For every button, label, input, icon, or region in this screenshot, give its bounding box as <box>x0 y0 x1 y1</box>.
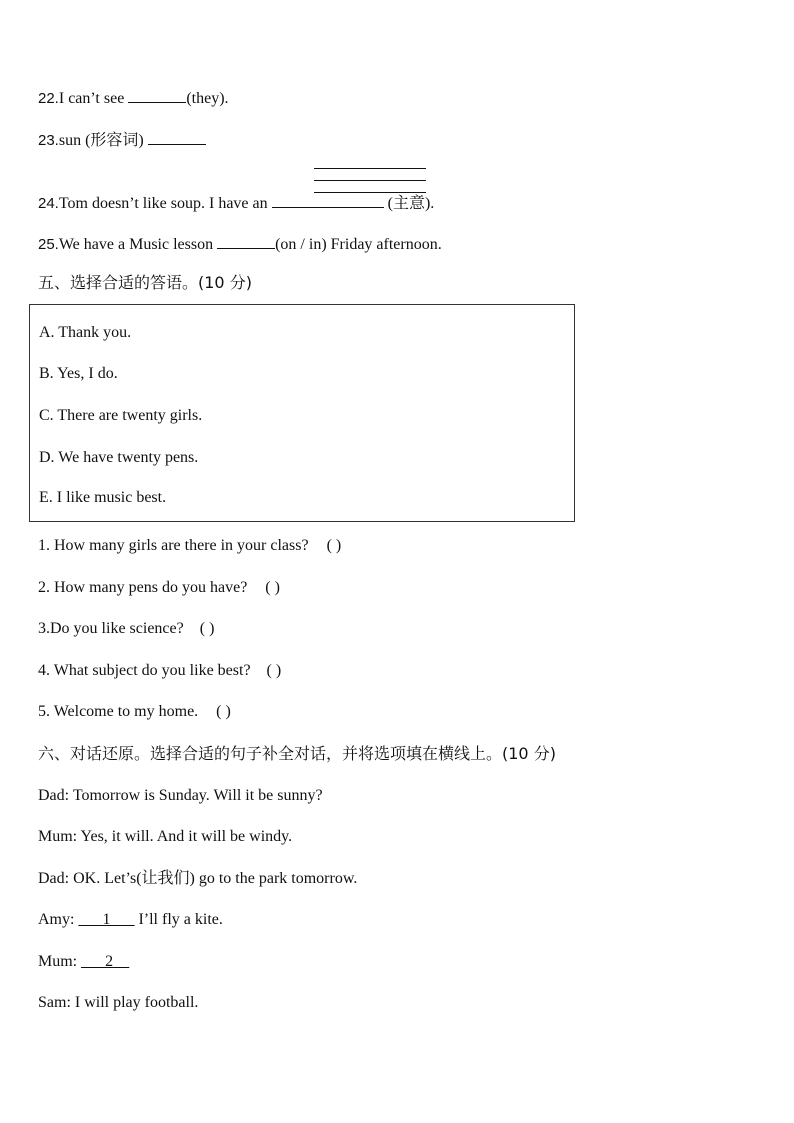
question-hint: (they). <box>186 90 229 107</box>
writing-line <box>314 168 426 169</box>
question-hint: (主意). <box>383 195 435 212</box>
answer-blank[interactable] <box>148 129 206 145</box>
question-text: I can’t see <box>58 90 129 107</box>
match-question-2 <box>38 578 280 598</box>
dialogue-line-sam: Sam: I will play football. <box>38 994 199 1011</box>
question-number: 23. <box>38 132 59 149</box>
question-number: 25. <box>38 236 59 253</box>
answer-parentheses[interactable]: ( ) <box>266 662 282 679</box>
option-e: E. I like music best. <box>39 489 167 506</box>
answer-options-box <box>29 304 575 522</box>
answer-blank-1[interactable]: ___1___ <box>78 911 135 928</box>
answer-blank[interactable] <box>128 87 186 103</box>
answer-blank[interactable] <box>272 192 384 208</box>
match-question-1 <box>38 536 341 556</box>
dialogue-line-amy <box>38 910 223 930</box>
question-text: We have a Music lesson <box>58 236 218 253</box>
writing-line <box>314 180 426 181</box>
match-question-4 <box>38 661 281 681</box>
question-text: 3.Do you like science? <box>38 620 184 637</box>
question-number: 24. <box>38 195 59 212</box>
dialogue-line-mum-1: Mum: Yes, it will. And it will be windy. <box>38 828 293 845</box>
answer-parentheses[interactable]: ( ) <box>199 620 215 637</box>
dialogue-line-dad-1: Dad: Tomorrow is Sunday. Will it be sunny? <box>38 787 323 804</box>
question-text: 4. What subject do you like best? <box>38 662 251 679</box>
question-text: Tom doesn’t like soup. I have an <box>58 195 272 212</box>
match-question-5 <box>38 702 231 722</box>
question-text: sun (形容词) <box>58 132 148 149</box>
section-5-title: 五、选择合适的答语。(10 分) <box>38 273 252 292</box>
speaker-label: Amy: <box>38 911 79 928</box>
answer-blank-2[interactable]: ___2__ <box>81 953 130 970</box>
section-6-title: 六、对话还原。选择合适的句子补全对话，并将选项填在横线上。(10 分) <box>38 744 556 763</box>
answer-blank[interactable] <box>217 233 275 249</box>
question-25 <box>38 233 442 255</box>
option-d: D. We have twenty pens. <box>39 449 199 466</box>
dialogue-line-mum-2 <box>38 952 129 972</box>
question-22 <box>38 87 229 109</box>
question-hint: (on / in) Friday afternoon. <box>275 236 442 253</box>
question-number: 22. <box>38 90 59 107</box>
question-text: 2. How many pens do you have? <box>38 579 248 596</box>
speaker-label: Mum: <box>38 953 82 970</box>
dialogue-line-dad-2: Dad: OK. Let’s(让我们) go to the park tomorrow. <box>38 870 358 887</box>
answer-parentheses[interactable]: ( ) <box>216 703 231 720</box>
question-text: 1. How many girls are there in your class? <box>38 537 309 554</box>
option-b: B. Yes, I do. <box>39 365 118 382</box>
question-text: 5. Welcome to my home. <box>38 703 199 720</box>
question-24 <box>38 192 434 214</box>
match-question-3 <box>38 619 214 639</box>
dialogue-text: I’ll fly a kite. <box>134 911 223 928</box>
option-c: C. There are twenty girls. <box>39 407 203 424</box>
answer-parentheses[interactable]: ( ) <box>326 537 342 554</box>
option-a: A. Thank you. <box>39 324 132 341</box>
answer-parentheses[interactable]: ( ) <box>265 579 280 596</box>
question-23 <box>38 129 206 151</box>
